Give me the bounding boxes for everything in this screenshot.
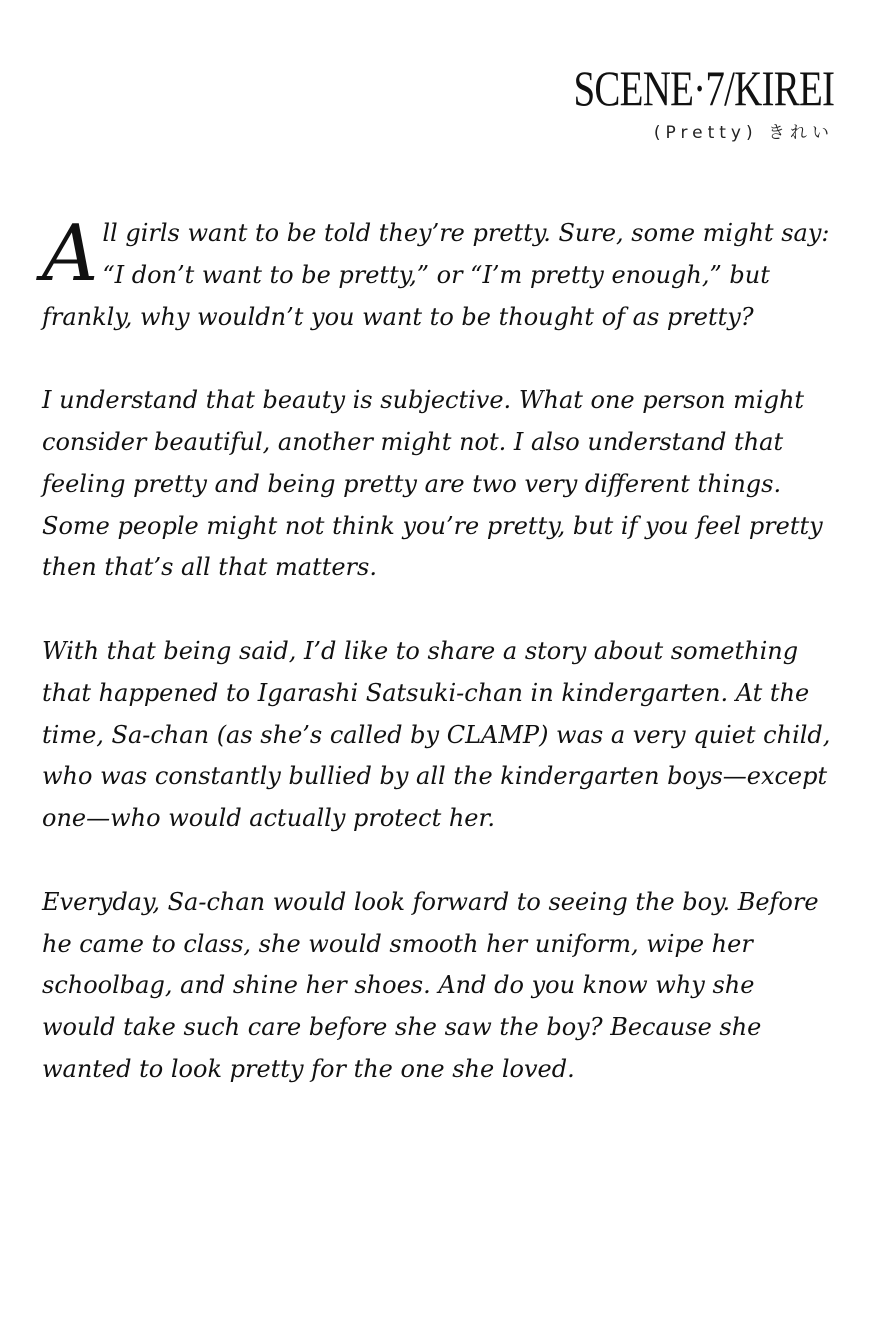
scene-title: SCENE·7/KIREI [573, 60, 834, 116]
paragraph-2 [42, 380, 834, 589]
drop-cap: A [42, 209, 99, 299]
paragraph-2-text-d: pretty then that’s all that matters. [42, 511, 823, 582]
scene-subtitle: (Pretty) きれい [653, 123, 834, 143]
paragraph-2-text-a: I understand that beauty is subjective. What one person might consider beautiful, another might not. I also understand that [42, 386, 805, 456]
emphasis-being: being [267, 469, 336, 498]
paragraph-3-text: With that being said, I’d like to share a story about something that happened to Igarashi Satsuki-chan in kindergarten. At the time, Sa-chan (as she’s called by CLAMP) was a very quiet child, who was constantly bullied by all the kindergarten boys—except one—who would actually protect her. [42, 636, 831, 833]
paragraph-1-text: ll girls want to be told they’re pretty. Sure, some might say: “I don’t want to be pretty,” or “I’m pretty enough,” but frankly, why wouldn’t you want to be thought of as pretty? [42, 219, 830, 331]
essay-body [42, 209, 834, 1133]
emphasis-feeling: feeling [42, 469, 126, 498]
paragraph-1 [42, 209, 834, 338]
paragraph-4 [42, 882, 834, 1091]
scene-header [500, 62, 834, 143]
emphasis-feel: feel [696, 511, 742, 540]
paragraph-2-text-b: pretty and [125, 469, 268, 498]
paragraph-3 [42, 631, 834, 840]
paragraph-4-text: Everyday, Sa-chan would look forward to seeing the boy. Before he came to class, she would smooth her uniform, wipe her schoolbag, and shine her shoes. And do you know why she would take such care before she saw the boy? Because she wanted to look pretty for the one she loved. [42, 887, 819, 1083]
paragraph-2-text-c: pretty are two very different things. Some people might not think you’re pretty, but if you [42, 469, 782, 540]
